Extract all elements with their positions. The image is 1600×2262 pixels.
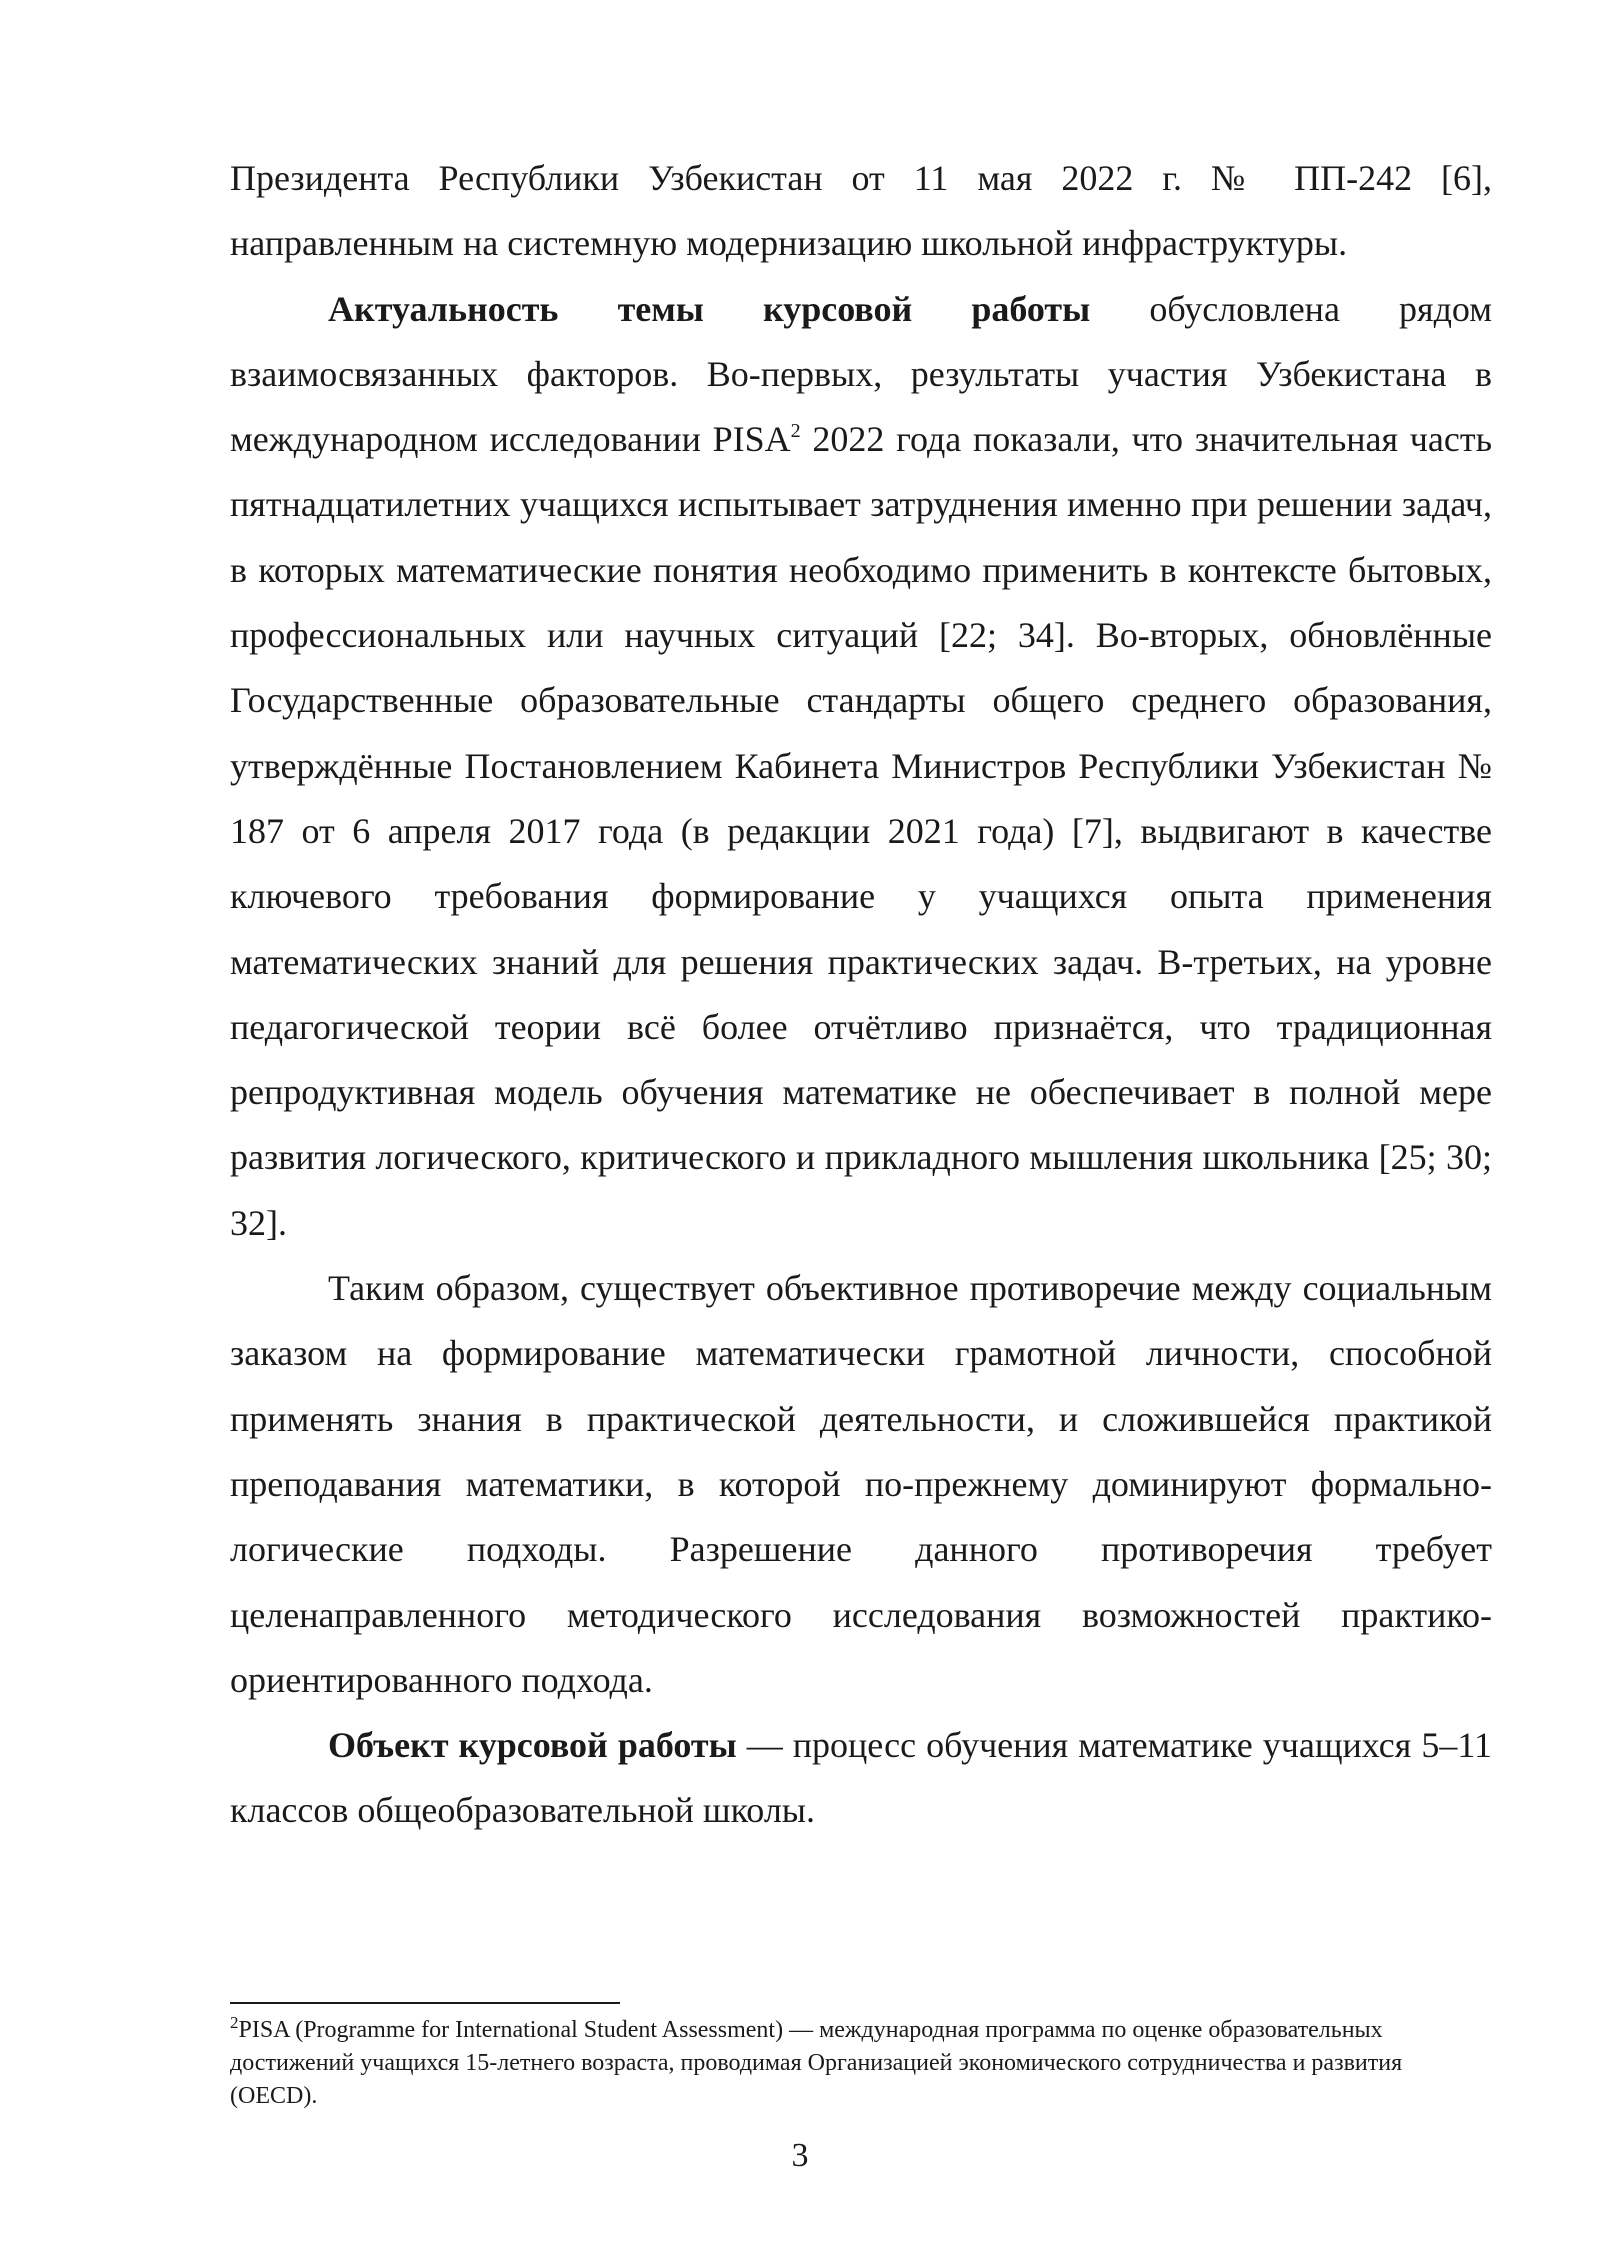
footnote-mark: 2	[230, 2013, 239, 2032]
relevance-heading: Актуальность темы курсовой работы	[328, 288, 1091, 329]
footnote-separator	[230, 2002, 620, 2004]
footnote-paragraph	[230, 2014, 1492, 2113]
relevance-text-b: 2022 года показали, что значительная часть пятнадцатилетних учащихся испытывает затруднения именно при решении задач, в которых математические понятия необходимо применить в контексте бытовых, профессиональных или научных ситуаций [22; 34]. Во-вторых, обновлённые Государственные образовательные стандарты общего среднего образования, утверждённые Постановлением Кабинета Министров Республики Узбекистан № 187 от 6 апреля 2017 года (в редакции 2021 года) [7], выдвигают в качестве ключевого требования формирование у учащихся опыта применения математических знаний для решения практических задач. В-третьих, на уровне педагогической теории всё более отчётливо признаётся, что традиционная репродуктивная модель обучения математике не обеспечивает в полной мере развития логического, критического и прикладного мышления школьника [25; 30; 32].	[230, 419, 1493, 1243]
paragraph-1	[230, 146, 1492, 277]
paragraph-contradiction	[230, 1256, 1492, 1713]
paragraph-relevance	[230, 277, 1492, 1256]
footnote-text: PISA (Programme for International Student Assessment) — международная программа по оценке образовательных достижений учащихся 15-летнего возраста, проводимая Организацией экономического сотрудничества и развития (OECD).	[230, 2017, 1403, 2109]
contradiction-text: Таким образом, существует объективное противоречие между социальным заказом на формирование математически грамотной личности, способной применять знания в практической деятельности, и сложившейся практикой преподавания математики, в которой по-прежнему доминируют формально-логические подходы. Разрешение данного противоречия требует целенаправленного методического исследования возможностей практико-ориентированного подхода.	[230, 1268, 1492, 1700]
footnote-reference[interactable]: 2	[790, 420, 801, 443]
relevance-text-a: обусловлена рядом взаимосвязанных факторов. Во-первых, результаты участия Узбекистана в международном исследовании PISA	[230, 288, 1492, 460]
page-number: 3	[791, 2137, 809, 2174]
object-heading: Объект курсовой работы	[328, 1725, 737, 1766]
footnote	[230, 2014, 1492, 2113]
object-text: — процесс обучения математике учащихся 5–11 классов общеобразовательной школы.	[230, 1725, 1492, 1831]
paragraph-1-text: Президента Республики Узбекистан от 11 мая 2022 г. № ПП-242 [6], направленным на системную модернизацию школьной инфраструктуры.	[230, 158, 1492, 264]
paragraph-object	[230, 1713, 1492, 1844]
body-text	[230, 146, 1492, 1844]
